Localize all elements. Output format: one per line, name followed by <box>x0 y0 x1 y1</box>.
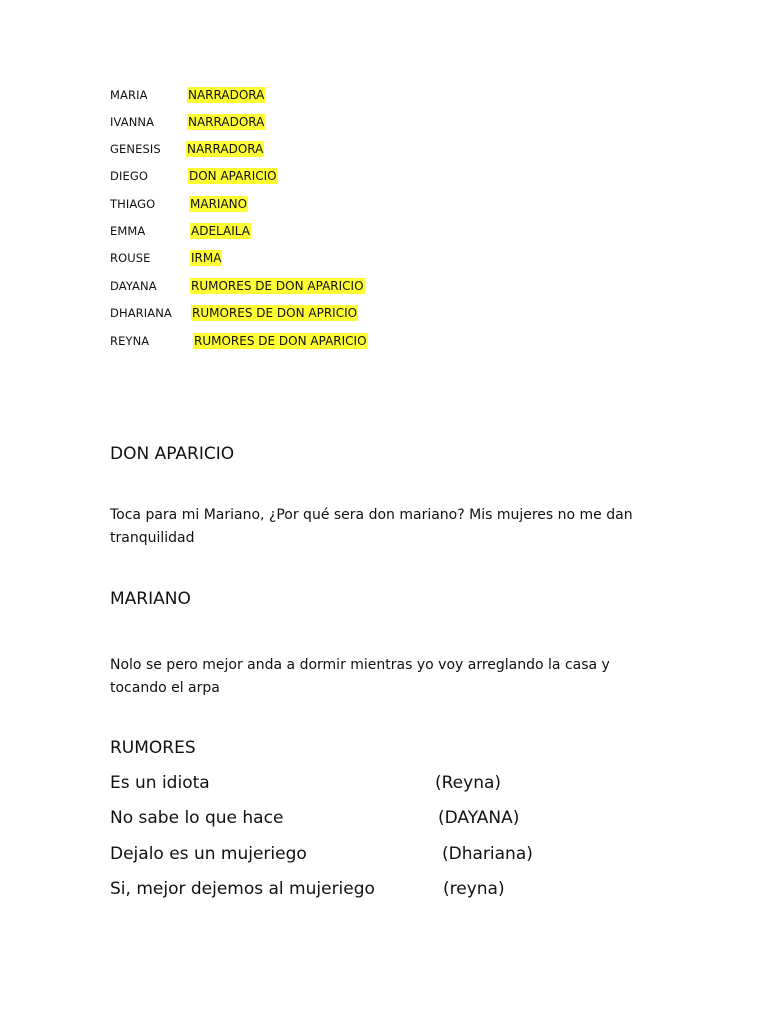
cast-role-highlight: RUMORES DE DON APARICIO <box>191 279 364 293</box>
cast-role-highlight: NARRADORA <box>188 88 265 102</box>
rumor-text: Dejalo es un mujeriego <box>110 844 307 864</box>
cast-name: EMMA <box>110 224 146 238</box>
scene-line-mariano: Nolo se pero mejor anda a dormir mientras yo voy arreglando la casa y tocando el arpa <box>110 657 610 696</box>
cast-name: GENESIS <box>110 142 161 156</box>
rumor-speaker: (DAYANA) <box>438 808 520 828</box>
cast-name: DAYANA <box>110 279 157 293</box>
rumor-speaker: (Dhariana) <box>442 844 533 864</box>
scene-heading-mariano: MARIANO <box>110 589 191 609</box>
cast-name: DIEGO <box>110 169 148 183</box>
cast-role-highlight: NARRADORA <box>187 142 264 156</box>
rumor-speaker: (Reyna) <box>435 773 502 793</box>
cast-name: IVANNA <box>110 115 155 129</box>
cast-role-highlight: MARIANO <box>190 197 248 211</box>
cast-name: MARIA <box>110 88 148 102</box>
rumor-text: Si, mejor dejemos al mujeriego <box>110 879 375 899</box>
rumor-speaker: (reyna) <box>443 879 505 899</box>
cast-role-highlight: DON APARICIO <box>189 169 277 183</box>
cast-role-highlight: NARRADORA <box>188 115 265 129</box>
cast-role-highlight: IRMA <box>191 251 222 265</box>
cast-role-highlight: ADELAILA <box>191 224 250 238</box>
cast-role-highlight: RUMORES DE DON APARICIO <box>194 334 367 348</box>
cast-name: THIAGO <box>110 197 156 211</box>
cast-name: ROUSE <box>110 251 151 265</box>
cast-name: REYNA <box>110 334 150 348</box>
scene-heading-rumores: RUMORES <box>110 738 196 758</box>
scene-line-don-aparicio: Toca para mi Mariano, ¿Por qué sera don mariano? Mis mujeres no me dan tranquilidad <box>110 507 633 546</box>
scene-heading-don-aparicio: DON APARICIO <box>110 444 235 464</box>
cast-name: DHARIANA <box>110 306 172 320</box>
rumor-text: No sabe lo que hace <box>110 808 284 828</box>
cast-role-highlight: RUMORES DE DON APRICIO <box>192 306 358 320</box>
rumor-text: Es un idiota <box>110 773 210 793</box>
